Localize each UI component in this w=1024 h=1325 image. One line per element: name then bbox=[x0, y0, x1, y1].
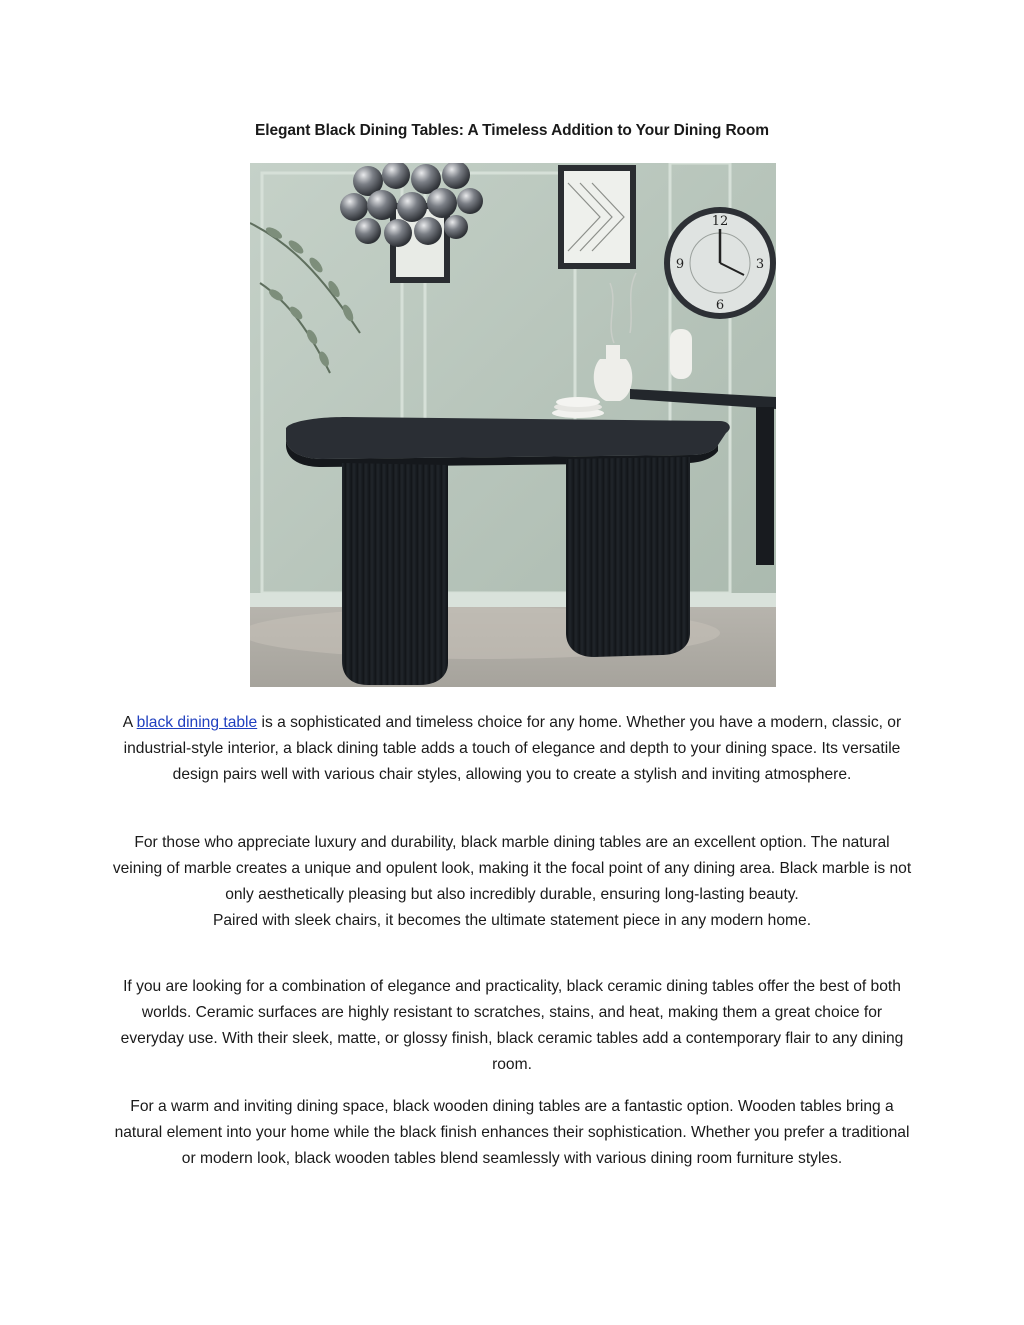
svg-text:9: 9 bbox=[675, 257, 685, 272]
page-title: Elegant Black Dining Tables: A Timeless Addition to Your Dining Room bbox=[255, 122, 769, 139]
paragraph-marble-text: For those who appreciate luxury and durability, black marble dining tables are an excellent option. The natural veining of marble creates a unique and opulent look, making it the focal point of any dining area. Black marble is not only aesthetically pleasing but also incredibly durable, ensuring long-lasting beauty. bbox=[112, 834, 912, 903]
svg-text:12: 12 bbox=[711, 214, 729, 229]
paragraph-intro-text: is a sophisticated and timeless choice for any home. Whether you have a modern, classic, or industrial-style interior, a black dining table adds a touch of elegance and depth to your dining space. Its versatile design pairs well with various chair styles, allowing you to create a stylish and inviting atmosphere. bbox=[123, 714, 902, 783]
black-dining-table-link[interactable]: black dining table bbox=[136, 714, 258, 731]
svg-text:6: 6 bbox=[715, 298, 725, 313]
dining-table-photo bbox=[250, 163, 776, 687]
paragraph-intro bbox=[112, 710, 912, 788]
paragraph-marble bbox=[112, 830, 912, 934]
svg-text:3: 3 bbox=[755, 257, 765, 272]
paragraph-marble-line2: Paired with sleek chairs, it becomes the ultimate statement piece in any modern home. bbox=[212, 912, 812, 929]
paragraph-intro-prefix: A bbox=[122, 714, 137, 731]
paragraph-ceramic: If you are looking for a combination of elegance and practicality, black ceramic dining tables offer the best of both worlds. Ceramic surfaces are highly resistant to scratches, stains, and heat, making them a great choice for everyday use. With their sleek, matte, or glossy finish, black ceramic tables add a contemporary flair to any dining room. bbox=[120, 978, 904, 1073]
paragraph-wooden: For a warm and inviting dining space, black wooden dining tables are a fantastic option. Wooden tables bring a natural element into your home while the black finish enhances their sophistication. Whether you prefer a traditional or modern look, black wooden tables blend seamlessly with various dining room furniture styles. bbox=[114, 1098, 910, 1167]
